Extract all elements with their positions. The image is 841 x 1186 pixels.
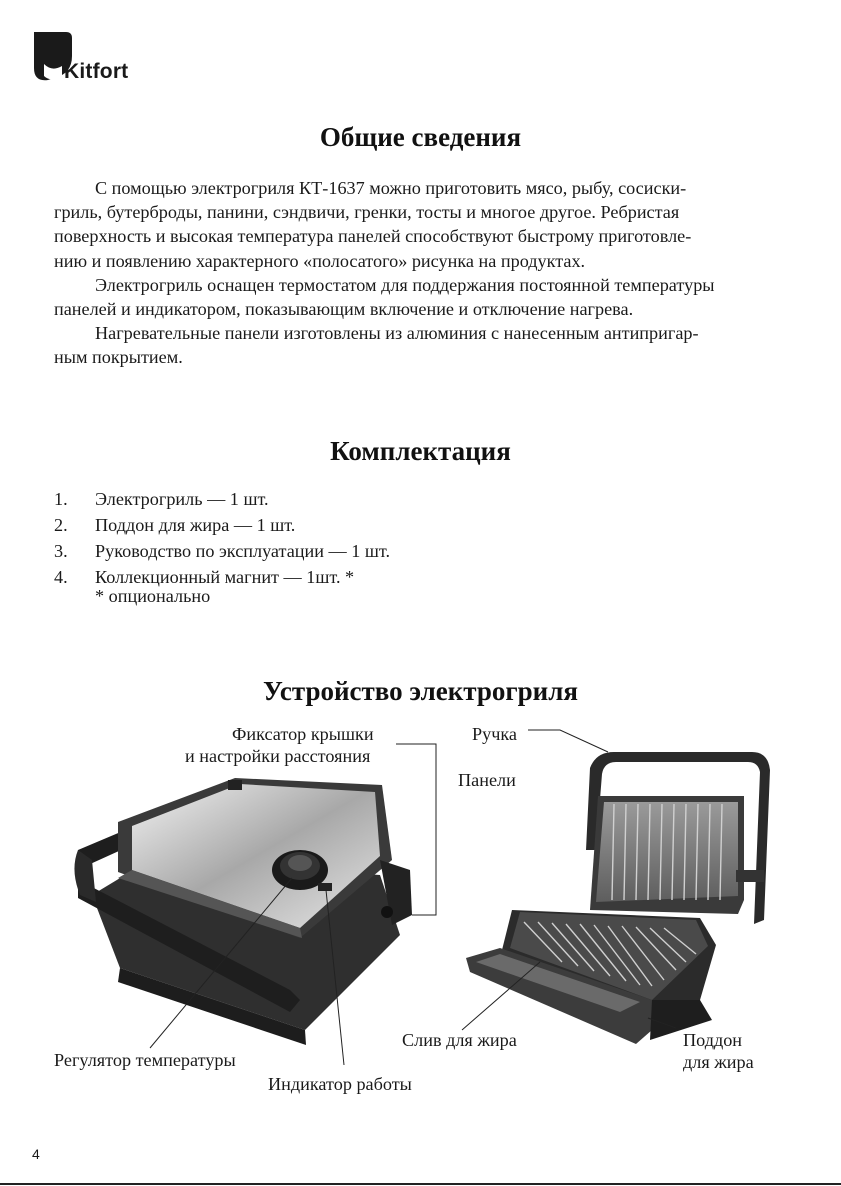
panels-label: Панели [458,770,516,790]
general-line: поверхность и высокая температура панелей способствуют быстрому приготовле- [54,226,692,247]
list-item: 3. Руководство по эксплуатации — 1 шт. [54,541,391,561]
device-title: Устройство электрогриля [262,676,578,706]
general-line: Электрогриль оснащен термостатом для поддержания постоянной температуры [95,274,715,295]
optional-note: * опционально [95,586,211,606]
indicator-label: Индикатор работы [268,1074,412,1094]
thermostat-label: Регулятор температуры [54,1050,236,1070]
closed-grill [74,778,412,1045]
general-line: С помощью электрогриля КТ-1637 можно приготовить мясо, рыбу, сосиски- [95,178,687,198]
open-grill [466,752,770,1044]
list-item: 1. Электрогриль — 1 шт. [54,489,269,509]
general-line: Нагревательные панели изготовлены из алюминия с нанесенным антипригар- [95,323,699,344]
contents-title: Комплектация [330,436,511,466]
general-line: панелей и индикатором, показывающим включение и отключение нагрева. [54,299,634,320]
general-line: гриль, бутерброды, панини, сэндвичи, гренки, тосты и многое другое. Ребристая [54,202,680,223]
lock-label-line2: и настройки расстояния [185,746,371,766]
general-line: нию и появлению характерного «полосатого» рисунка на продуктах. [54,250,586,271]
general-title: Общие сведения [319,122,522,152]
page-number: 4 [32,1146,40,1162]
tray-label-line2: для жира [683,1052,754,1072]
handle-label: Ручка [472,724,517,744]
general-line: ным покрытием. [54,347,183,368]
contents-list [54,486,390,590]
tray-label-line1: Поддон [683,1030,743,1050]
bottom-rule [0,1183,841,1185]
list-item: 2. Поддон для жира — 1 шт. [54,515,296,535]
lock-label-line1: Фиксатор крышки [232,724,374,744]
list-item: 4. Коллекционный магнит — 1шт. * [54,567,355,587]
brand-name: Kitfort [64,60,129,83]
drain-label: Слив для жира [402,1030,517,1050]
general-text [54,176,784,370]
